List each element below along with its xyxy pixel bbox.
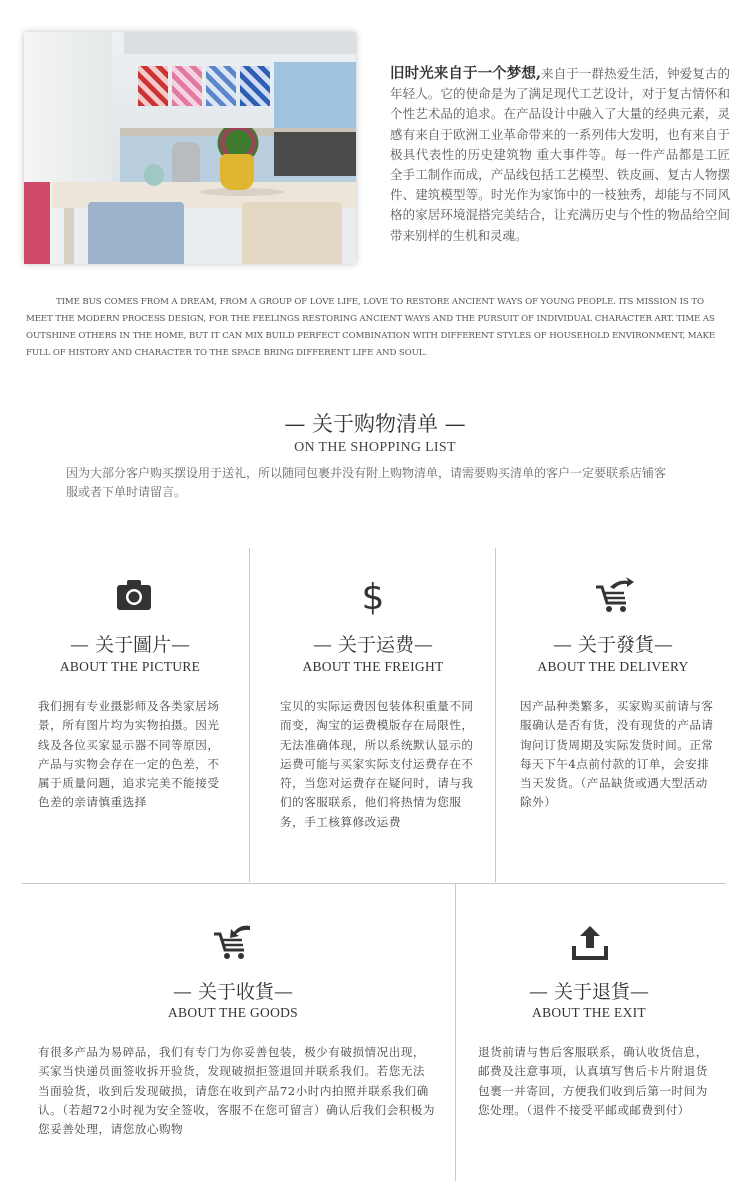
exit-body: 退货前请与售后客服联系，确认收货信息，邮费及注意事项，认真填写售后卡片附退货包裹一并寄回，方便我们收到后第一时间为您处理。（退件不接受平邮或邮费到付） (478, 1045, 708, 1117)
divider (249, 548, 250, 882)
dollar-icon (353, 575, 393, 615)
divider (22, 883, 726, 884)
divider (455, 884, 456, 1181)
kitchen-photo (24, 32, 356, 264)
picture-subtitle: ABOUT THE PICTURE (59, 659, 201, 674)
intro-paragraph (390, 64, 730, 246)
shopping-list-note: 因为大部分客户购买摆设用于送礼，所以随同包裹并没有附上购物清单，请需要购买清单的客户一定要联系店铺客服或者下单时请留言。 (66, 466, 667, 499)
camera-icon (114, 575, 154, 615)
cart-goods-icon (212, 922, 252, 962)
upload-return-icon (570, 922, 610, 962)
divider (495, 548, 496, 882)
delivery-title: — 关于發貨— (552, 634, 674, 656)
goods-subtitle: ABOUT THE GOODS (167, 1005, 298, 1020)
exit-subtitle: ABOUT THE EXIT (532, 1005, 646, 1020)
goods-title: — 关于收貨— (172, 981, 294, 1003)
intro-english: TIME BUS COMES FROM A DREAM, FROM A GROUP OF LOVE LIFE, LOVE TO RESTORE ANCIENT WAYS OF YOUNG PEOPLE. ITS MISSION IS TO MEET THE MODERN PROCESS DESIGN, FOR THE FEELINGS RESTORING ANCIENT WAYS AND THE PURSUIT OF INDIVIDUAL CHARACTER ART. TIME AS OUTSHINE OTHERS IN THE HOME, BUT IT CAN MIX BUILD PERFECT COMBINATION WITH DIFFERENT STYLES OF HOUSEHOLD ENVIRONMENT, MAKE FULL OF HISTORY AND CHARACTER TO THE SPACE BRING DIFFERENT LIFE AND SOUL. (26, 297, 716, 358)
shopping-list-subtitle: ON THE SHOPPING LIST (294, 440, 456, 455)
delivery-subtitle: ABOUT THE DELIVERY (537, 659, 689, 674)
freight-subtitle: ABOUT THE FREIGHT (302, 659, 444, 674)
shopping-list-title: — 关于购物清单 — (284, 412, 466, 436)
freight-body: 宝贝的实际运费因包装体积重量不同而变，淘宝的运费模版存在局限性，无法准确体现，所以系统默认显示的运费可能与买家实际支付运费存在不符，当您对运费存在疑问时，请与我们的客服联系，他们将热情为您服务，手工核算修改运费 (280, 699, 474, 829)
delivery-body: 因产品种类繁多，买家购买前请与客服确认是否有货，没有现货的产品请询问订货周期及实际发货时间。正常每天下午4点前付款的订单，会安排当天发货。（产品缺货或遇大型活动除外） (520, 699, 714, 810)
freight-title: — 关于运费— (312, 634, 434, 656)
picture-title: — 关于圖片— (69, 634, 191, 656)
svg-text:$: $ (361, 577, 385, 615)
cart-delivery-icon (594, 575, 634, 615)
picture-body: 我们拥有专业摄影师及各类家居场景，所有图片均为实物拍摄。因光线及各位买家显示器不同等原因，产品与实物会存在一定的色差，不属于质量问题，追求完美不能接受色差的亲请慎重选择 (38, 699, 220, 810)
exit-title: — 关于退貨— (528, 981, 650, 1003)
goods-body: 有很多产品为易碎品，我们有专门为你妥善包装，极少有破损情况出现，买家当快递员面签收拆开验货，发现破损拒签退回并联系我们。若您无法当面验货，收到后发现破损，请您在收到产品72小时内拍照并联系我们确认。（若超72小时视为安全签收，客服不在您可留言）确认后我们会积极为您妥善处理，请您放心购物 (38, 1045, 435, 1137)
intro-body: 来自于一群热爱生活，钟爱复古的年轻人。它的使命是为了满足现代工艺设计，对于复古情怀和个性艺术品的追求。在产品设计中融入了大量的经典元素，灵感有来自于欧洲工业革命带来的一系列伟大发明，也有来自于极具代表性的历史建筑物 重大事件等。每一件产品都是工匠全手工制作而成，产品线包括工艺模型、铁皮画、复古人物摆件、建筑模型等。时光作为家饰中的一枝独秀，却能与不同风格的家居环境混搭完美结合，让充满历史与个性的物品给空间带来别样的生机和灵魂。 (390, 66, 730, 243)
intro-lead: 旧时光来自于一个梦想, (390, 65, 542, 82)
